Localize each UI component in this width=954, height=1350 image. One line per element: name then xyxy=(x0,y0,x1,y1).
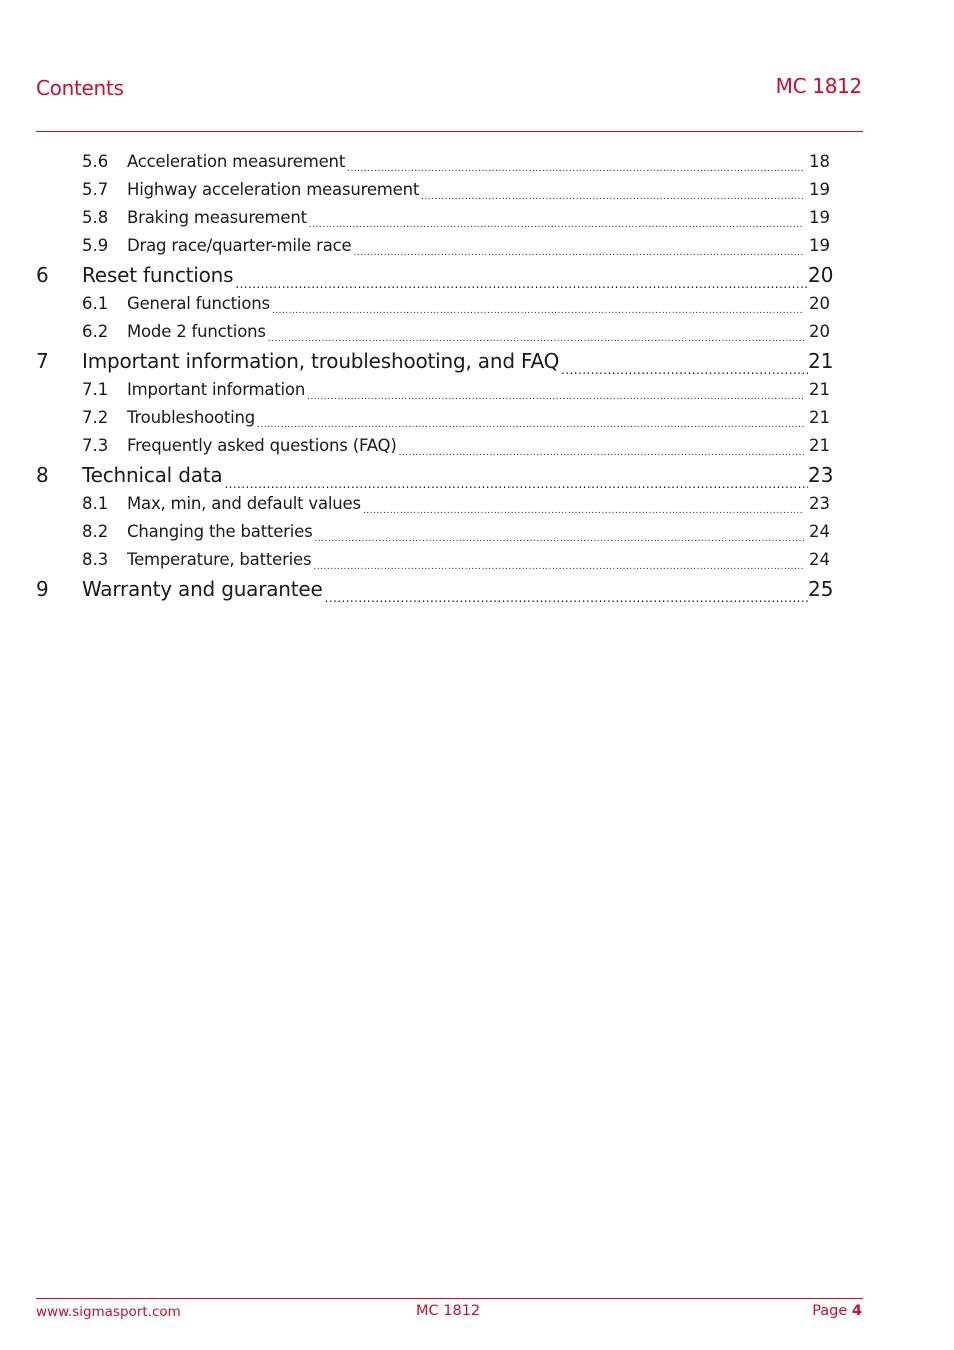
toc-dot-leader xyxy=(363,503,804,519)
toc-entry-page-number: 23 xyxy=(809,494,830,513)
toc-entry-title: General functions xyxy=(127,294,270,313)
toc-chapter-entry[interactable] xyxy=(36,460,836,490)
toc-entry-number: 7 xyxy=(36,349,49,373)
toc-entry-page-number: 21 xyxy=(809,436,830,455)
toc-entry-number: 6 xyxy=(36,263,49,287)
toc-dot-leader xyxy=(235,272,808,292)
toc-section-entry[interactable] xyxy=(36,432,836,460)
toc-chapter-entry[interactable] xyxy=(36,260,836,290)
toc-entry-title-wrap xyxy=(82,346,808,378)
toc-entry-title-wrap xyxy=(127,432,806,461)
toc-dot-leader xyxy=(268,331,804,347)
toc-entry-title: Technical data xyxy=(82,463,223,487)
toc-section-entry[interactable] xyxy=(36,176,836,204)
section-title: Contents xyxy=(36,76,124,100)
toc-chapter-entry[interactable] xyxy=(36,574,836,604)
toc-dot-leader xyxy=(307,389,804,405)
footer-product-name: MC 1812 xyxy=(416,1303,481,1319)
toc-section-entry[interactable] xyxy=(36,290,836,318)
toc-dot-leader xyxy=(257,417,804,433)
toc-entry-title: Temperature, batteries xyxy=(127,550,312,569)
toc-entry-title-wrap xyxy=(127,490,806,519)
toc-entry-title-wrap xyxy=(127,176,806,205)
toc-entry-title-wrap xyxy=(127,318,806,347)
header-divider xyxy=(36,131,863,132)
toc-entry-title-wrap xyxy=(127,546,806,575)
toc-dot-leader xyxy=(309,217,804,233)
toc-entry-number: 8.3 xyxy=(82,550,109,569)
toc-entry-title-wrap xyxy=(82,260,808,292)
toc-entry-title-wrap xyxy=(127,148,806,177)
toc-entry-page-number: 21 xyxy=(809,380,830,399)
toc-entry-page-number: 20 xyxy=(809,322,830,341)
toc-entry-number: 5.8 xyxy=(82,208,109,227)
toc-dot-leader xyxy=(421,189,804,205)
toc-dot-leader xyxy=(347,161,804,177)
toc-section-entry[interactable] xyxy=(36,404,836,432)
toc-section-entry[interactable] xyxy=(36,490,836,518)
toc-entry-page-number: 20 xyxy=(808,263,834,287)
toc-entry-title-wrap xyxy=(127,518,806,547)
toc-entry-title-wrap xyxy=(127,376,806,405)
toc-entry-page-number: 21 xyxy=(809,408,830,427)
toc-dot-leader xyxy=(224,472,808,492)
toc-dot-leader xyxy=(399,445,804,461)
toc-entry-number: 7.2 xyxy=(82,408,109,427)
toc-entry-title: Important information xyxy=(127,380,306,399)
toc-section-entry[interactable] xyxy=(36,318,836,346)
product-name-header: MC 1812 xyxy=(775,74,862,98)
toc-entry-number: 9 xyxy=(36,577,49,601)
toc-section-entry[interactable] xyxy=(36,546,836,574)
toc-dot-leader xyxy=(315,531,805,547)
toc-section-entry[interactable] xyxy=(36,204,836,232)
toc-entry-title: Acceleration measurement xyxy=(127,152,346,171)
toc-dot-leader xyxy=(272,303,804,319)
toc-dot-leader xyxy=(561,358,808,378)
toc-entry-title: Warranty and guarantee xyxy=(82,577,323,601)
footer-page-number: 4 xyxy=(851,1303,862,1319)
toc-entry-title: Highway acceleration measurement xyxy=(127,180,420,199)
toc-entry-number: 8.1 xyxy=(82,494,109,513)
toc-chapter-entry[interactable] xyxy=(36,346,836,376)
toc-entry-page-number: 19 xyxy=(809,236,830,255)
toc-entry-number: 7.3 xyxy=(82,436,109,455)
toc-entry-title: Important information, troubleshooting, and FAQ xyxy=(82,349,560,373)
toc-dot-leader xyxy=(325,586,808,606)
toc-entry-title: Reset functions xyxy=(82,263,234,287)
toc-entry-title: Drag race/quarter-mile race xyxy=(127,236,352,255)
toc-entry-number: 8 xyxy=(36,463,49,487)
toc-entry-page-number: 24 xyxy=(809,550,830,569)
toc-entry-page-number: 19 xyxy=(809,180,830,199)
toc-entry-page-number: 20 xyxy=(809,294,830,313)
toc-entry-title-wrap xyxy=(82,460,808,492)
toc-entry-number: 6.2 xyxy=(82,322,109,341)
toc-entry-page-number: 19 xyxy=(809,208,830,227)
toc-section-entry[interactable] xyxy=(36,148,836,176)
toc-entry-page-number: 18 xyxy=(809,152,830,171)
toc-entry-number: 8.2 xyxy=(82,522,109,541)
toc-entry-title-wrap xyxy=(127,404,806,433)
toc-entry-title-wrap xyxy=(82,574,808,606)
toc-dot-leader xyxy=(313,559,804,575)
toc-entry-number: 5.9 xyxy=(82,236,109,255)
toc-entry-title-wrap xyxy=(127,290,806,319)
toc-entry-number: 5.6 xyxy=(82,152,109,171)
toc-entry-title-wrap xyxy=(127,232,806,261)
toc-entry-page-number: 25 xyxy=(808,577,834,601)
toc-entry-title-wrap xyxy=(127,204,806,233)
footer-page-label: Page xyxy=(812,1303,848,1319)
toc-dot-leader xyxy=(353,245,804,261)
toc-entry-page-number: 21 xyxy=(808,349,834,373)
toc-entry-number: 7.1 xyxy=(82,380,109,399)
toc-entry-title: Braking measurement xyxy=(127,208,307,227)
toc-section-entry[interactable] xyxy=(36,376,836,404)
toc-entry-page-number: 23 xyxy=(808,463,834,487)
toc-entry-title: Troubleshooting xyxy=(127,408,256,427)
toc-entry-title: Max, min, and default values xyxy=(127,494,361,513)
toc-entry-page-number: 24 xyxy=(809,522,830,541)
toc-section-entry[interactable] xyxy=(36,518,836,546)
toc-section-entry[interactable] xyxy=(36,232,836,260)
footer-page-indicator xyxy=(812,1303,862,1319)
toc-entry-number: 5.7 xyxy=(82,180,109,199)
toc-entry-title: Changing the batteries xyxy=(127,522,313,541)
footer-divider xyxy=(36,1298,863,1299)
footer-website-link[interactable]: www.sigmasport.com xyxy=(36,1304,181,1320)
toc-entry-number: 6.1 xyxy=(82,294,109,313)
table-of-contents xyxy=(36,148,836,604)
toc-entry-title: Frequently asked questions (FAQ) xyxy=(127,436,397,455)
toc-entry-title: Mode 2 functions xyxy=(127,322,266,341)
